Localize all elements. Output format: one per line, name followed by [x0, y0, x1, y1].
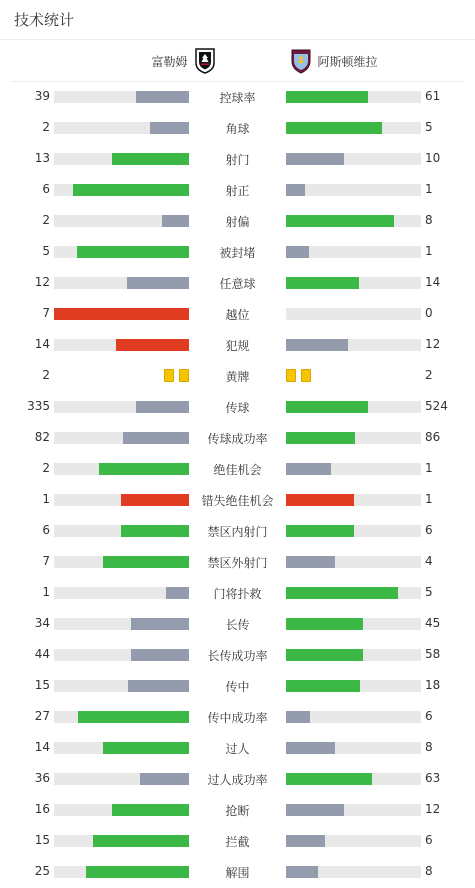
stat-row [0, 639, 475, 670]
teams-header [10, 40, 465, 82]
home-stat-bar [54, 618, 189, 630]
home-stat-bar [54, 277, 189, 289]
away-stat-bar-fill [286, 184, 305, 196]
stat-label: 传球成功率 [207, 432, 268, 446]
away-stat-bar [286, 246, 421, 258]
home-stat-bar [54, 742, 189, 754]
away-stat-bar [286, 773, 421, 785]
home-stat-bar-fill [131, 618, 189, 630]
home-stat-bar [54, 680, 189, 692]
away-stat-value: 10 [425, 151, 441, 165]
stat-row [0, 608, 475, 639]
away-yellow-cards [286, 369, 311, 382]
stat-label: 长传成功率 [207, 649, 268, 663]
away-stat-bar [286, 804, 421, 816]
home-stat-bar-fill [136, 91, 189, 103]
away-stat-bar-fill [286, 804, 344, 816]
home-stat-value: 7 [42, 554, 50, 568]
away-stat-bar-fill [286, 494, 354, 506]
away-stat-value: 8 [425, 864, 433, 878]
home-stat-bar-fill [166, 587, 189, 599]
away-stat-bar-fill [286, 711, 310, 723]
stat-label: 禁区外射门 [207, 556, 268, 570]
home-stat-value: 39 [34, 89, 50, 103]
home-stat-bar-fill [123, 432, 189, 444]
away-stat-bar-fill [286, 277, 359, 289]
away-stat-value: 6 [425, 833, 433, 847]
away-stat-bar-fill [286, 122, 382, 134]
home-stat-bar-fill [99, 463, 189, 475]
stat-label: 犯规 [225, 339, 250, 353]
away-stat-bar-fill [286, 525, 354, 537]
stat-label: 禁区内射门 [207, 525, 268, 539]
stat-label: 角球 [225, 122, 250, 136]
away-stat-value: 5 [425, 585, 433, 599]
home-stat-value: 6 [42, 523, 50, 537]
home-stat-bar-fill [136, 401, 189, 413]
home-stat-bar-fill [54, 308, 189, 320]
away-stat-value: 61 [425, 89, 441, 103]
stat-row [0, 143, 475, 174]
away-stat-bar [286, 680, 421, 692]
home-stat-bar [54, 91, 189, 103]
fulham-crest-icon [194, 48, 216, 74]
stat-label: 拦截 [225, 835, 250, 849]
home-stat-value: 1 [42, 492, 50, 506]
home-stat-bar-fill [128, 680, 189, 692]
home-team-name: 富勒姆 [151, 54, 188, 69]
away-stat-value: 18 [425, 678, 441, 692]
away-stat-bar [286, 401, 421, 413]
home-stat-bar-fill [103, 742, 189, 754]
stat-label: 门将扑救 [213, 587, 262, 601]
home-stat-bar [54, 556, 189, 568]
away-stat-bar [286, 649, 421, 661]
home-stat-value: 14 [34, 740, 50, 754]
stat-row [0, 701, 475, 732]
home-stat-bar-fill [112, 153, 189, 165]
away-stat-value: 12 [425, 337, 441, 351]
away-stat-value: 8 [425, 740, 433, 754]
stat-label: 越位 [225, 308, 250, 322]
away-stat-bar-fill [286, 742, 335, 754]
away-stat-value: 58 [425, 647, 441, 661]
home-stat-bar [54, 866, 189, 878]
away-stat-value: 1 [425, 244, 433, 258]
home-stat-bar-fill [78, 711, 189, 723]
stat-row [0, 360, 475, 391]
home-stat-bar [54, 246, 189, 258]
home-stat-value: 1 [42, 585, 50, 599]
away-stat-bar [286, 122, 421, 134]
away-stat-value: 0 [425, 306, 433, 320]
home-stat-bar-fill [103, 556, 189, 568]
stat-label: 长传 [225, 618, 250, 632]
away-stat-bar-fill [286, 246, 309, 258]
page-title: 技术统计 [14, 11, 75, 29]
away-stat-bar [286, 742, 421, 754]
home-stat-bar-fill [93, 835, 189, 847]
stat-row [0, 298, 475, 329]
stat-label: 传球 [225, 401, 250, 415]
home-stat-bar [54, 773, 189, 785]
stat-label: 射正 [225, 184, 250, 198]
away-stat-value: 524 [425, 399, 448, 413]
home-stat-bar [54, 587, 189, 599]
stat-label: 过人 [225, 742, 250, 756]
stat-label: 抢断 [225, 804, 250, 818]
away-stat-bar [286, 618, 421, 630]
away-stat-bar [286, 184, 421, 196]
home-stat-value: 335 [27, 399, 50, 413]
stat-label: 黄牌 [225, 370, 250, 384]
stat-label: 解围 [225, 866, 250, 880]
away-stat-bar-fill [286, 835, 325, 847]
away-stat-value: 6 [425, 523, 433, 537]
away-stat-bar [286, 494, 421, 506]
home-stat-bar [54, 215, 189, 227]
home-yellow-cards [164, 369, 189, 382]
away-stat-bar [286, 835, 421, 847]
away-stat-bar [286, 556, 421, 568]
home-stat-bar-fill [127, 277, 189, 289]
home-stat-value: 36 [34, 771, 50, 785]
home-stat-bar-fill [77, 246, 189, 258]
home-stat-bar-fill [73, 184, 189, 196]
yellow-card-icon [179, 369, 189, 382]
away-stat-bar [286, 432, 421, 444]
stat-label: 传中成功率 [207, 711, 268, 725]
home-stat-value: 13 [34, 151, 50, 165]
home-stat-bar-fill [121, 525, 189, 537]
away-stat-value: 6 [425, 709, 433, 723]
stat-row [0, 546, 475, 577]
stat-row [0, 732, 475, 763]
stat-row [0, 174, 475, 205]
home-stat-value: 27 [34, 709, 50, 723]
home-stat-value: 15 [34, 833, 50, 847]
home-stat-bar-fill [150, 122, 189, 134]
away-stat-bar-fill [286, 773, 372, 785]
stat-row [0, 422, 475, 453]
home-stat-value: 82 [34, 430, 50, 444]
home-stat-bar [54, 122, 189, 134]
away-stat-value: 12 [425, 802, 441, 816]
away-stat-value: 1 [425, 182, 433, 196]
away-stat-bar [286, 277, 421, 289]
home-stat-bar [54, 308, 189, 320]
away-stat-value: 1 [425, 461, 433, 475]
yellow-card-icon [286, 369, 296, 382]
away-stat-bar-fill [286, 153, 344, 165]
away-stat-value: 8 [425, 213, 433, 227]
home-stat-bar [54, 153, 189, 165]
away-stat-bar [286, 711, 421, 723]
home-stat-bar [54, 339, 189, 351]
home-stat-bar [54, 494, 189, 506]
away-stat-bar [286, 463, 421, 475]
away-stat-value: 1 [425, 492, 433, 506]
stat-row [0, 267, 475, 298]
away-stat-bar [286, 339, 421, 351]
away-stat-bar-fill [286, 401, 368, 413]
away-stat-bar-fill [286, 463, 331, 475]
home-stat-value: 14 [34, 337, 50, 351]
home-stat-value: 44 [34, 647, 50, 661]
home-stat-bar [54, 432, 189, 444]
home-stat-bar [54, 525, 189, 537]
home-stat-value: 2 [42, 368, 50, 382]
stat-label: 控球率 [219, 91, 256, 105]
stat-row [0, 205, 475, 236]
away-stat-value: 63 [425, 771, 441, 785]
stat-label: 绝佳机会 [213, 463, 262, 477]
stat-label: 射门 [225, 153, 250, 167]
away-stat-bar-fill [286, 680, 360, 692]
stat-row [0, 484, 475, 515]
away-team[interactable] [290, 48, 378, 74]
stat-row [0, 81, 475, 112]
home-stat-bar [54, 804, 189, 816]
stat-label: 射偏 [225, 215, 250, 229]
home-stat-value: 16 [34, 802, 50, 816]
home-stat-value: 15 [34, 678, 50, 692]
home-stat-value: 12 [34, 275, 50, 289]
stat-row [0, 112, 475, 143]
home-stat-value: 34 [34, 616, 50, 630]
stat-row [0, 825, 475, 856]
away-stat-bar-fill [286, 649, 363, 661]
away-stat-bar-fill [286, 91, 368, 103]
away-stat-value: 14 [425, 275, 441, 289]
stat-label: 被封堵 [219, 246, 256, 260]
away-stat-bar [286, 91, 421, 103]
home-stat-value: 7 [42, 306, 50, 320]
away-stat-bar [286, 587, 421, 599]
stat-row [0, 329, 475, 360]
page-header [0, 0, 475, 40]
home-stat-bar-fill [121, 494, 189, 506]
home-stat-bar-fill [86, 866, 189, 878]
stat-row [0, 794, 475, 825]
away-stat-bar-fill [286, 587, 398, 599]
away-stat-value: 4 [425, 554, 433, 568]
stat-label: 错失绝佳机会 [201, 494, 274, 508]
stat-row [0, 577, 475, 608]
away-stat-bar-fill [286, 866, 318, 878]
home-stat-bar [54, 463, 189, 475]
home-stat-bar-fill [112, 804, 189, 816]
home-stat-bar [54, 184, 189, 196]
home-stat-bar-fill [116, 339, 189, 351]
home-stat-value: 2 [42, 461, 50, 475]
away-stat-bar [286, 525, 421, 537]
stat-row [0, 670, 475, 701]
yellow-card-icon [164, 369, 174, 382]
home-stat-value: 2 [42, 213, 50, 227]
home-stat-bar-fill [140, 773, 189, 785]
home-stat-value: 6 [42, 182, 50, 196]
home-team[interactable] [151, 48, 215, 74]
aston-villa-crest-icon [290, 48, 312, 74]
home-stat-bar [54, 835, 189, 847]
home-stat-bar [54, 401, 189, 413]
home-stat-value: 2 [42, 120, 50, 134]
away-stat-bar-fill [286, 618, 363, 630]
away-stat-value: 5 [425, 120, 433, 134]
home-stat-bar [54, 649, 189, 661]
stat-row [0, 763, 475, 794]
stat-label: 传中 [225, 680, 250, 694]
away-stat-bar [286, 866, 421, 878]
away-stat-bar-fill [286, 556, 335, 568]
stat-row [0, 236, 475, 267]
home-stat-value: 5 [42, 244, 50, 258]
away-stat-value: 45 [425, 616, 441, 630]
home-stat-bar-fill [162, 215, 189, 227]
home-stat-bar [54, 711, 189, 723]
stat-row [0, 391, 475, 422]
stat-label: 任意球 [219, 277, 256, 291]
away-stat-bar-fill [286, 215, 394, 227]
away-stat-value: 2 [425, 368, 433, 382]
home-stat-value: 25 [34, 864, 50, 878]
stat-row [0, 515, 475, 546]
yellow-card-icon [301, 369, 311, 382]
away-stat-bar-fill [286, 432, 355, 444]
stat-label: 过人成功率 [207, 773, 268, 787]
away-team-name: 阿斯顿维拉 [317, 54, 378, 69]
away-stat-value: 86 [425, 430, 441, 444]
stat-row [0, 856, 475, 887]
home-stat-bar-fill [131, 649, 189, 661]
away-stat-bar [286, 153, 421, 165]
away-stat-bar [286, 308, 421, 320]
away-stat-bar [286, 215, 421, 227]
away-stat-bar-fill [286, 339, 348, 351]
stat-row [0, 453, 475, 484]
